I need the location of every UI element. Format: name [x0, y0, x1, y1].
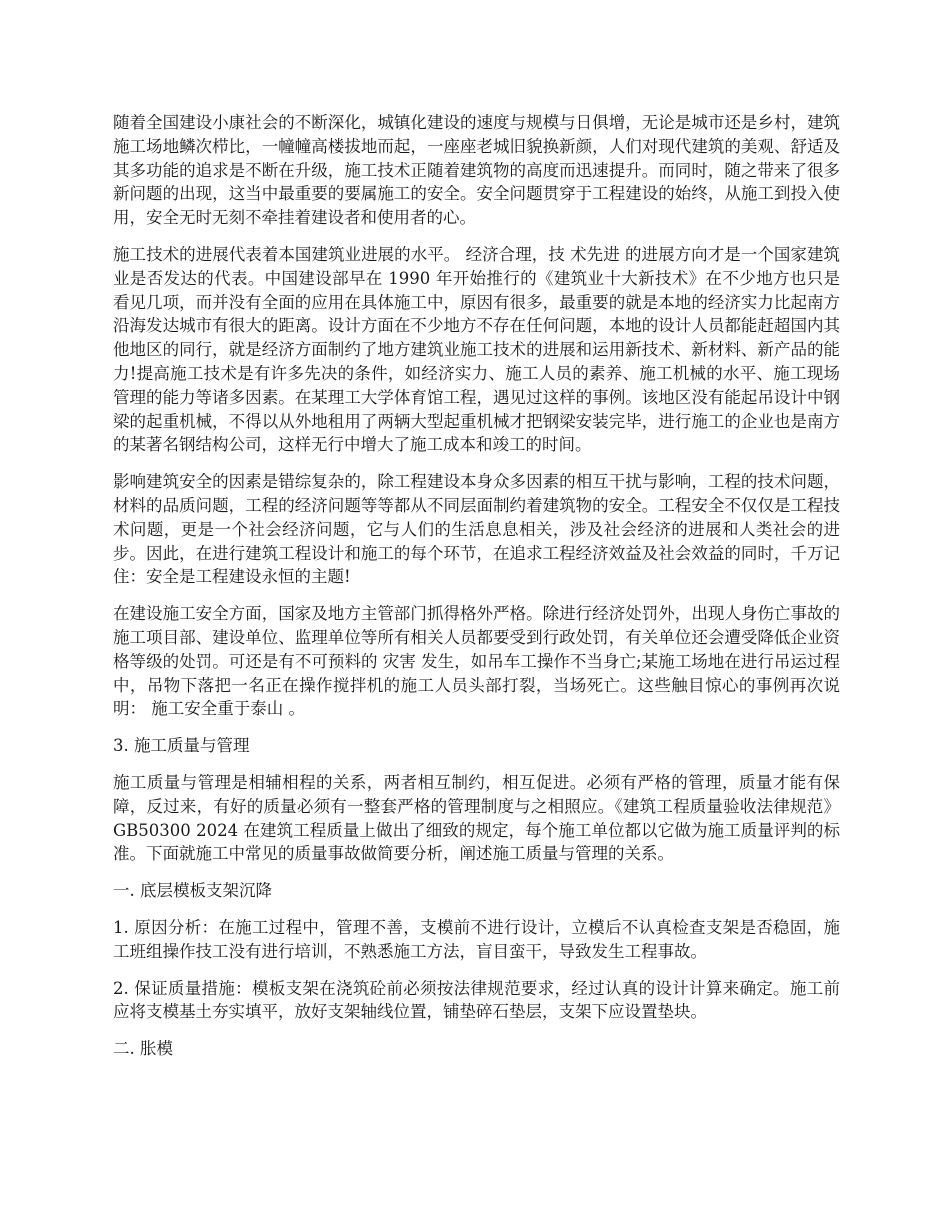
document-page [113, 111, 840, 1074]
paragraph-construction-technology: 施工技术的进展代表着本国建筑业进展的水平。 经济合理，技 术先进 的进展方向才是一个国家建筑业是否发达的代表。中国建设部早在 1990 年开始推行的《建筑业十大新技术》在不少地方也只是看见几项，而并没有全面的应用在具体施工中，原因有很多，最重要的就是本地的经济实力比起南方沿海发达城市有很大的距离。设计方面在不少地方不存在任何问题，本地的设计人员都能赶超国内其他地区的同行，就是经济方面制约了地方建筑业施工技术的进展和运用新技术、新材料、新产品的能力!提高施工技术是有许多先决的条件，如经济实力、施工人员的素养、施工机械的水平、施工现场管理的能力等诸多因素。在某理工大学体育馆工程，遇见过这样的事例。该地区没有能起吊设计中钢梁的起重机械，不得以从外地租用了两辆大型起重机械才把钢梁安装完毕，进行施工的企业也是南方的某著名钢结构公司，这样无行中增大了施工成本和竣工的时间。 [113, 244, 840, 455]
section-heading-quality-management: 3. 施工质量与管理 [113, 736, 250, 756]
subheading-formwork-settlement: 一. 底层模板支架沉降 [113, 881, 272, 901]
paragraph-quality-management: 施工质量与管理是相辅相程的关系，两者相互制约，相互促进。必须有严格的管理，质量才能有保障，反过来，有好的质量必须有一整套严格的管理制度与之相照应。《建筑工程质量验收法律规范》GB50300 2024 在建筑工程质量上做出了细致的规定，每个施工单位都以它做为施工质量评判的标准。下面就施工中常见的质量事故做简要分析，阐述施工质量与管理的关系。 [113, 772, 840, 864]
paragraph-safety-factors: 影响建筑安全的因素是错综复杂的，除工程建设本身众多因素的相互干扰与影响，工程的技术问题，材料的品质问题，工程的经济问题等等都从不同层面制约着建筑物的安全。工程安全不仅仅是工程技术问题，更是一个社会经济问题，它与人们的生活息息相关，涉及社会经济的进展和人类社会的进步。因此，在进行建筑工程设计和施工的每个环节，在追求工程经济效益及社会效益的同时，千万记住：安全是工程建设永恒的主题! [113, 472, 840, 587]
paragraph-intro: 随着全国建设小康社会的不断深化，城镇化建设的速度与规模与日俱增，无论是城市还是乡村，建筑施工场地鳞次栉比，一幢幢高楼拔地而起，一座座老城旧貌换新颜，人们对现代建筑的美观、舒适及其多功能的追求是不断在升级，施工技术正随着建筑物的高度而迅速提升。而同时，随之带来了很多新问题的出现，这当中最重要的要属施工的安全。安全问题贯穿于工程建设的始终，从施工到投入使用，安全无时无刻不牵挂着建设者和使用者的心。 [113, 113, 840, 228]
paragraph-quality-measures: 2. 保证质量措施：模板支架在浇筑砼前必须按法律规范要求，经过认真的设计计算来确定。施工前应将支模基土夯实填平，放好支架轴线位置，铺垫碎石垫层，支架下应设置垫块。 [113, 978, 840, 1022]
paragraph-safety-management: 在建设施工安全方面，国家及地方主管部门抓得格外严格。除进行经济处罚外，出现人身伤亡事故的施工项目部、建设单位、监理单位等所有相关人员都要受到行政处罚，有关单位还会遭受降低企业资格等级的处罚。可还是有不可预料的 灾害 发生，如吊车工操作不当身亡;某施工场地在进行吊运过程中，吊物下落把一名正在操作搅拌机的施工人员头部打裂，当场死亡。这些触目惊心的事例再次说明： 施工安全重于泰山 。 [113, 604, 840, 719]
paragraph-cause-analysis: 1. 原因分析：在施工过程中，管理不善，支模前不进行设计，立模后不认真检查支架是否稳固，施工班组操作技工没有进行培训，不熟悉施工方法，盲目蛮干，导致发生工程事故。 [113, 917, 840, 961]
subheading-formwork-bulging: 二. 胀模 [113, 1039, 173, 1059]
